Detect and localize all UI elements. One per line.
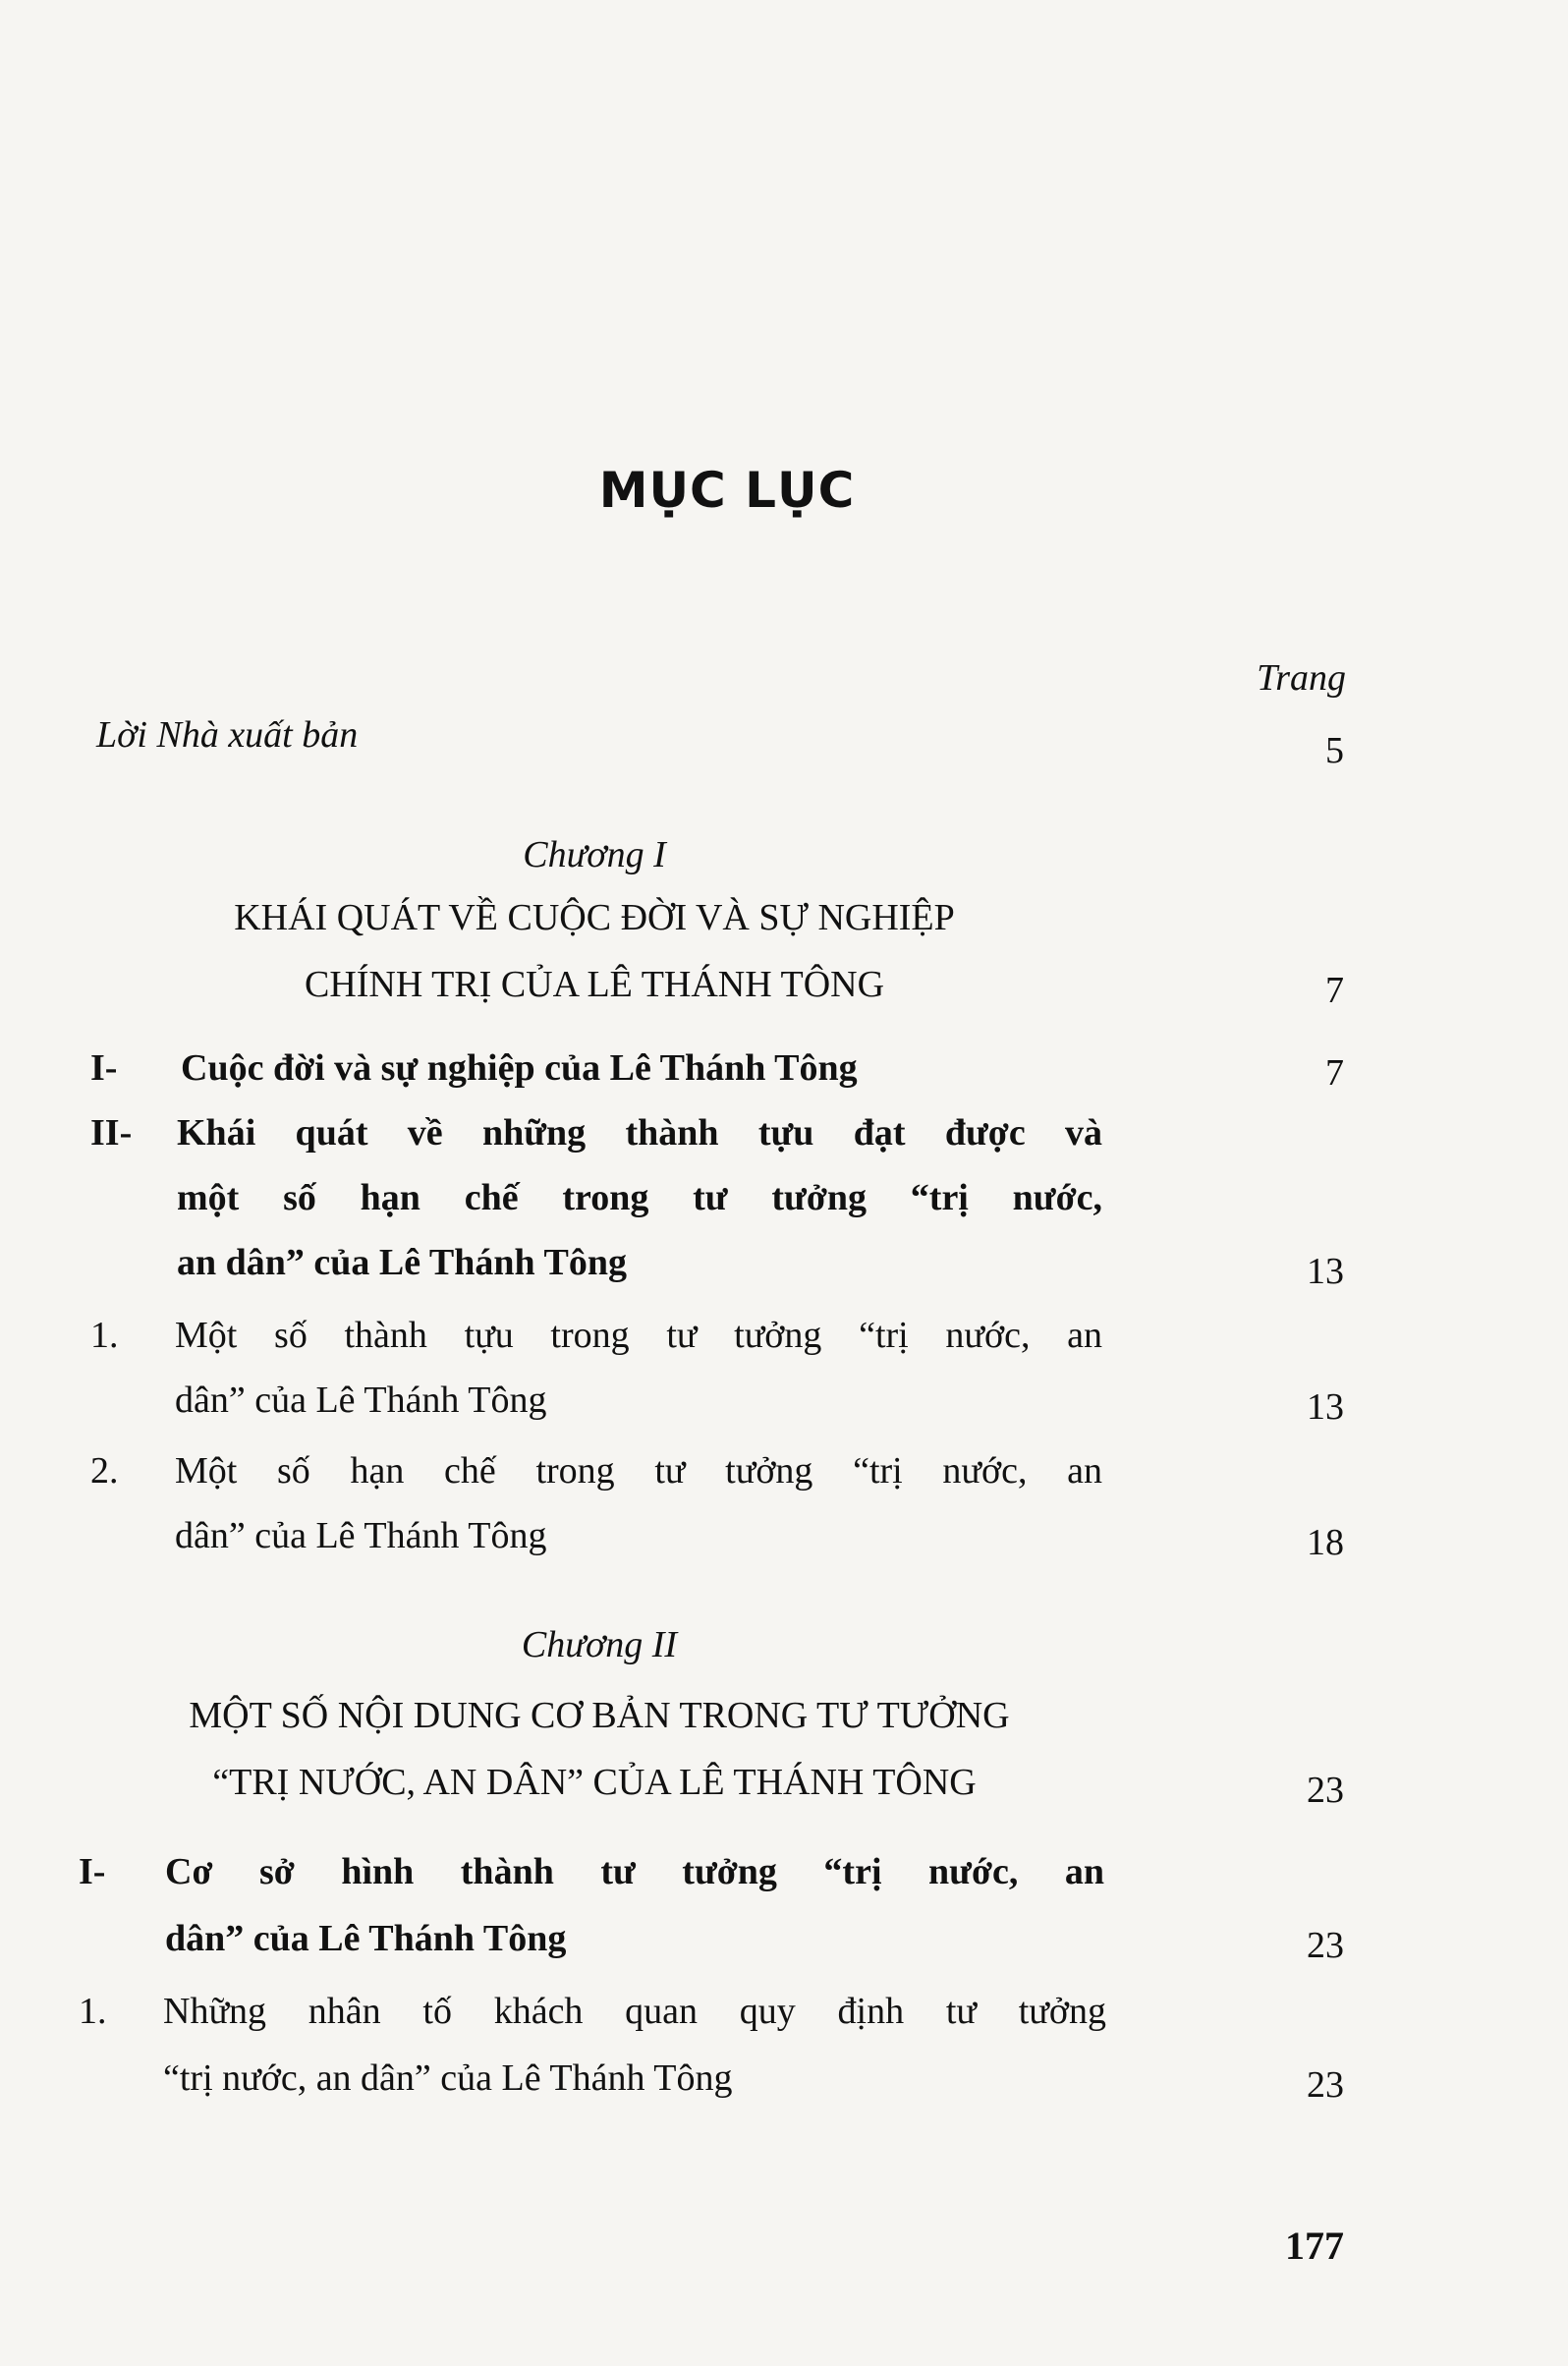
- chapter-title-line[interactable]: CHÍNH TRỊ CỦA LÊ THÁNH TÔNG: [304, 964, 885, 1005]
- chapter-label: Chương II: [521, 1624, 678, 1665]
- toc-page-number: 18: [1307, 1522, 1344, 1563]
- toc-entry-number: I-: [90, 1047, 118, 1089]
- toc-entry-text: dân” của Lê Thánh Tông: [175, 1515, 547, 1556]
- toc-page-number: 23: [1307, 2064, 1344, 2106]
- chapter-title-line[interactable]: “TRỊ NƯỚC, AN DÂN” CỦA LÊ THÁNH TÔNG: [212, 1762, 977, 1803]
- toc-page-number: 7: [1325, 1052, 1344, 1094]
- toc-page-number: 13: [1307, 1251, 1344, 1292]
- folio-page-number: 177: [1285, 2224, 1344, 2268]
- toc-entry-text: một số hạn chế trong tư tưởng “trị nước,: [177, 1177, 1102, 1218]
- toc-entry-number: 1.: [90, 1315, 119, 1356]
- toc-page-number: 7: [1325, 970, 1344, 1011]
- toc-entry[interactable]: [79, 1839, 1120, 1987]
- chapter-title-line[interactable]: MỘT SỐ NỘI DUNG CƠ BẢN TRONG TƯ TƯỞNG: [189, 1695, 1010, 1736]
- toc-entry-text: dân” của Lê Thánh Tông: [165, 1918, 567, 1959]
- toc-entry-number: I-: [79, 1851, 106, 1892]
- toc-page-number: 23: [1307, 1770, 1344, 1811]
- toc-entry-text: Cuộc đời và sự nghiệp của Lê Thánh Tông: [181, 1047, 858, 1089]
- toc-entry-text: an dân” của Lê Thánh Tông: [177, 1242, 627, 1283]
- toc-entry-number: II-: [90, 1112, 133, 1154]
- toc-page-number: 23: [1307, 1925, 1344, 1966]
- toc-entry[interactable]: [90, 1100, 1112, 1307]
- toc-entry-text: Những nhân tố khách quan quy định tư tưởng: [163, 1991, 1106, 2032]
- page-title: MỤC LỤC: [598, 462, 856, 519]
- chapter-label: Chương I: [523, 834, 666, 875]
- toc-entry[interactable]: [79, 1979, 1120, 2116]
- chapter-title-line[interactable]: KHÁI QUÁT VỀ CUỘC ĐỜI VÀ SỰ NGHIỆP: [234, 897, 955, 938]
- toc-entry-text: dân” của Lê Thánh Tông: [175, 1380, 547, 1421]
- toc-entry-text: “trị nước, an dân” của Lê Thánh Tông: [163, 2057, 733, 2099]
- toc-entry-text: Khái quát về những thành tựu đạt được và: [177, 1112, 1102, 1154]
- toc-entry-number: 1.: [79, 1991, 107, 2032]
- toc-page-number: 5: [1325, 730, 1344, 771]
- toc-entry-number: 2.: [90, 1450, 119, 1492]
- toc-entry-preface[interactable]: [96, 703, 980, 767]
- page-column-label: Trang: [1257, 657, 1346, 699]
- toc-entry[interactable]: [90, 1303, 1112, 1440]
- toc-page-number: 13: [1307, 1386, 1344, 1428]
- toc-entry-text: Cơ sở hình thành tư tưởng “trị nước, an: [165, 1851, 1104, 1892]
- toc-entry-text: Một số thành tựu trong tư tưởng “trị nước, an: [175, 1315, 1102, 1356]
- toc-entry-text: Lời Nhà xuất bản: [96, 714, 359, 756]
- toc-entry-text: Một số hạn chế trong tư tưởng “trị nước, an: [175, 1450, 1102, 1492]
- toc-entry[interactable]: [90, 1438, 1112, 1576]
